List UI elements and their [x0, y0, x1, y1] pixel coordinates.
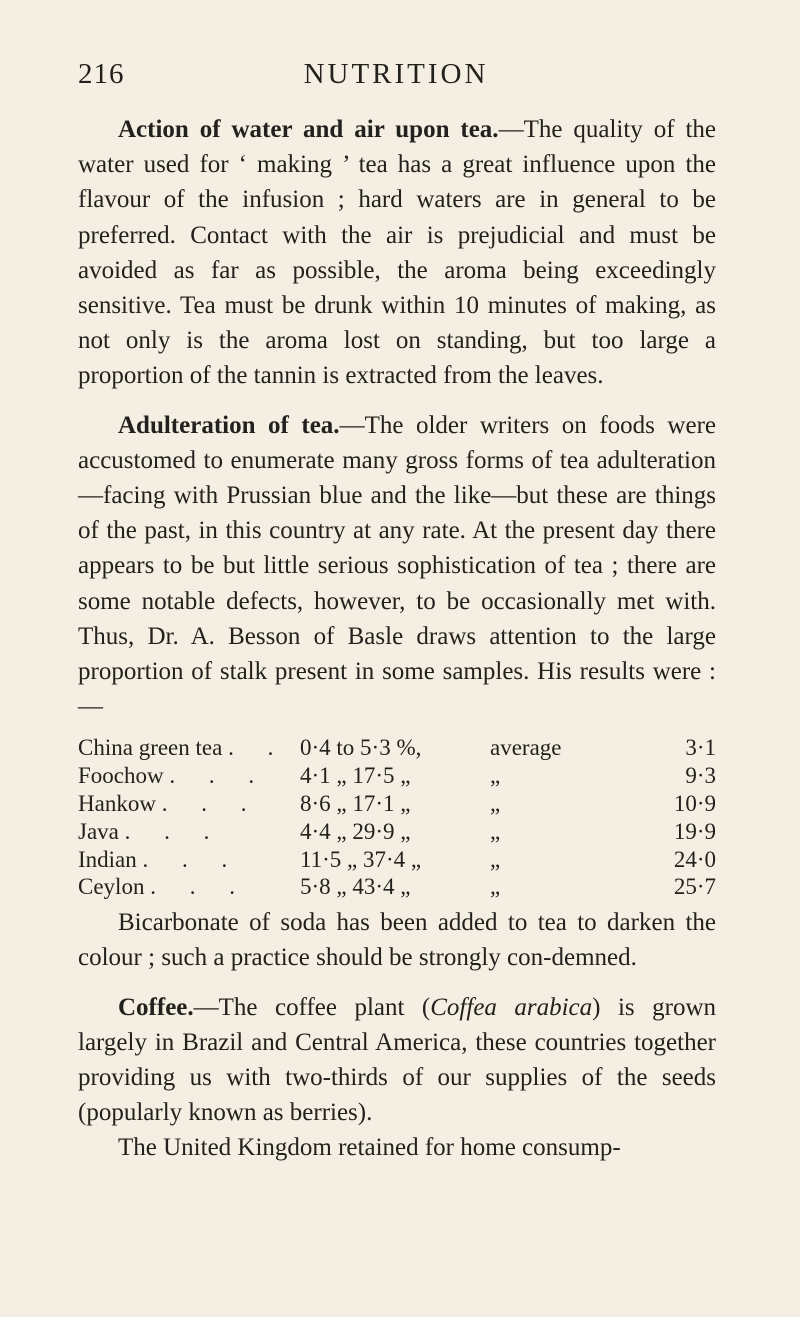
dot-leader: . . . — [142, 846, 242, 872]
stalk-range-cell: 0·4 to 5·3 %, — [300, 735, 422, 761]
paragraph-water-air — [78, 112, 716, 394]
page-header — [78, 58, 714, 98]
average-label-cell: „ — [490, 791, 501, 817]
average-value-cell: 19·9 — [673, 818, 716, 844]
dot-leader: . . . — [169, 763, 269, 789]
average-value-cell: 9·3 — [685, 763, 716, 789]
average-label-cell: „ — [490, 846, 501, 872]
section-heading-water-air: Action of water and air upon tea. — [118, 116, 499, 143]
page-number: 216 — [78, 58, 125, 90]
tea-name: Foochow — [78, 763, 164, 789]
paragraph-text: —The quality of the water used for ‘ making ’ tea has a great influence upon the flavour of the infusion ; hard waters are in general to be preferred. Contact with the air is prejudicial and must be avoided as far as possible, the aroma being exceedingly sensitive. Tea must be drunk within 10 minutes of making, as not only is the aroma lost on standing, but too large a proportion of the tannin is extracted from the leaves. — [78, 116, 716, 390]
tea-name-cell — [78, 846, 300, 874]
running-title: NUTRITION — [303, 58, 489, 90]
average-label-cell: „ — [490, 818, 501, 844]
table-row — [78, 846, 716, 874]
stalk-range-cell: 5·8 „ 43·4 „ — [300, 874, 411, 900]
tea-name-cell — [78, 818, 300, 846]
latin-name: Coffea arabica — [430, 993, 593, 1021]
average-value-cell: 24·0 — [673, 846, 716, 872]
stalk-range-cell: 8·6 „ 17·1 „ — [300, 791, 411, 817]
stalk-range-cell: 11·5 „ 37·4 „ — [300, 846, 422, 872]
average-label-cell: average — [490, 735, 562, 761]
stalk-results-table — [78, 734, 716, 901]
dot-leader: . . — [228, 735, 288, 761]
table-row — [78, 762, 716, 790]
paragraph-adulteration — [78, 408, 716, 725]
stalk-range-cell: 4·1 „ 17·5 „ — [300, 763, 411, 789]
dot-leader: . . . — [161, 791, 261, 817]
stalk-range-cell: 4·4 „ 29·9 „ — [300, 818, 411, 844]
tea-name-cell — [78, 873, 300, 901]
tea-name: China green tea — [78, 735, 223, 761]
paragraph-text: —The older writers on foods were accustomed to enumerate many gross forms of tea adulteration—facing with Prussian blue and the like—but these are things of the past, in this country at any rate. At the present day there appears to be but little serious sophistication of tea ; there are some notable defects, however, to be occasionally met with. Thus, Dr. A. Besson of Basle draws attention to the large proportion of stalk present in some samples. His results were :— — [78, 411, 716, 721]
table-row — [78, 818, 716, 846]
section-heading-coffee: Coffee. — [118, 993, 194, 1021]
average-value-cell: 3·1 — [685, 735, 716, 761]
paragraph-text: —The coffee plant ( — [193, 993, 431, 1021]
tea-name-cell — [78, 790, 300, 818]
tea-name: Ceylon — [78, 874, 145, 900]
table-row — [78, 790, 716, 818]
paragraph-bicarbonate: Bicarbonate of soda has been added to tea to darken the colour ; such a practice should be strongly con-demned. — [78, 909, 716, 972]
tea-name: Java — [78, 818, 119, 844]
paragraph-coffee-continued: The United Kingdom retained for home consump- — [118, 1134, 621, 1162]
section-heading-adulteration: Adulteration of tea. — [118, 411, 340, 439]
average-value-cell: 25·7 — [673, 874, 716, 900]
table-row — [78, 734, 716, 762]
tea-name-cell — [78, 734, 300, 762]
table-row — [78, 873, 716, 901]
paragraph-coffee — [78, 990, 716, 1131]
average-label-cell: „ — [490, 763, 501, 789]
tea-name: Indian — [78, 846, 137, 872]
average-label-cell: „ — [490, 874, 501, 900]
tea-name: Hankow — [78, 791, 156, 817]
paragraph-text: ) is grown largely in Brazil and Central America, these countries together providing us with two-thirds of our supplies of the seeds (popularly known as berries). — [78, 993, 716, 1127]
tea-name-cell — [78, 762, 300, 790]
average-value-cell: 10·9 — [673, 791, 716, 817]
dot-leader: . . . — [150, 874, 249, 900]
dot-leader: . . . — [124, 818, 224, 844]
page-body — [78, 112, 716, 1166]
